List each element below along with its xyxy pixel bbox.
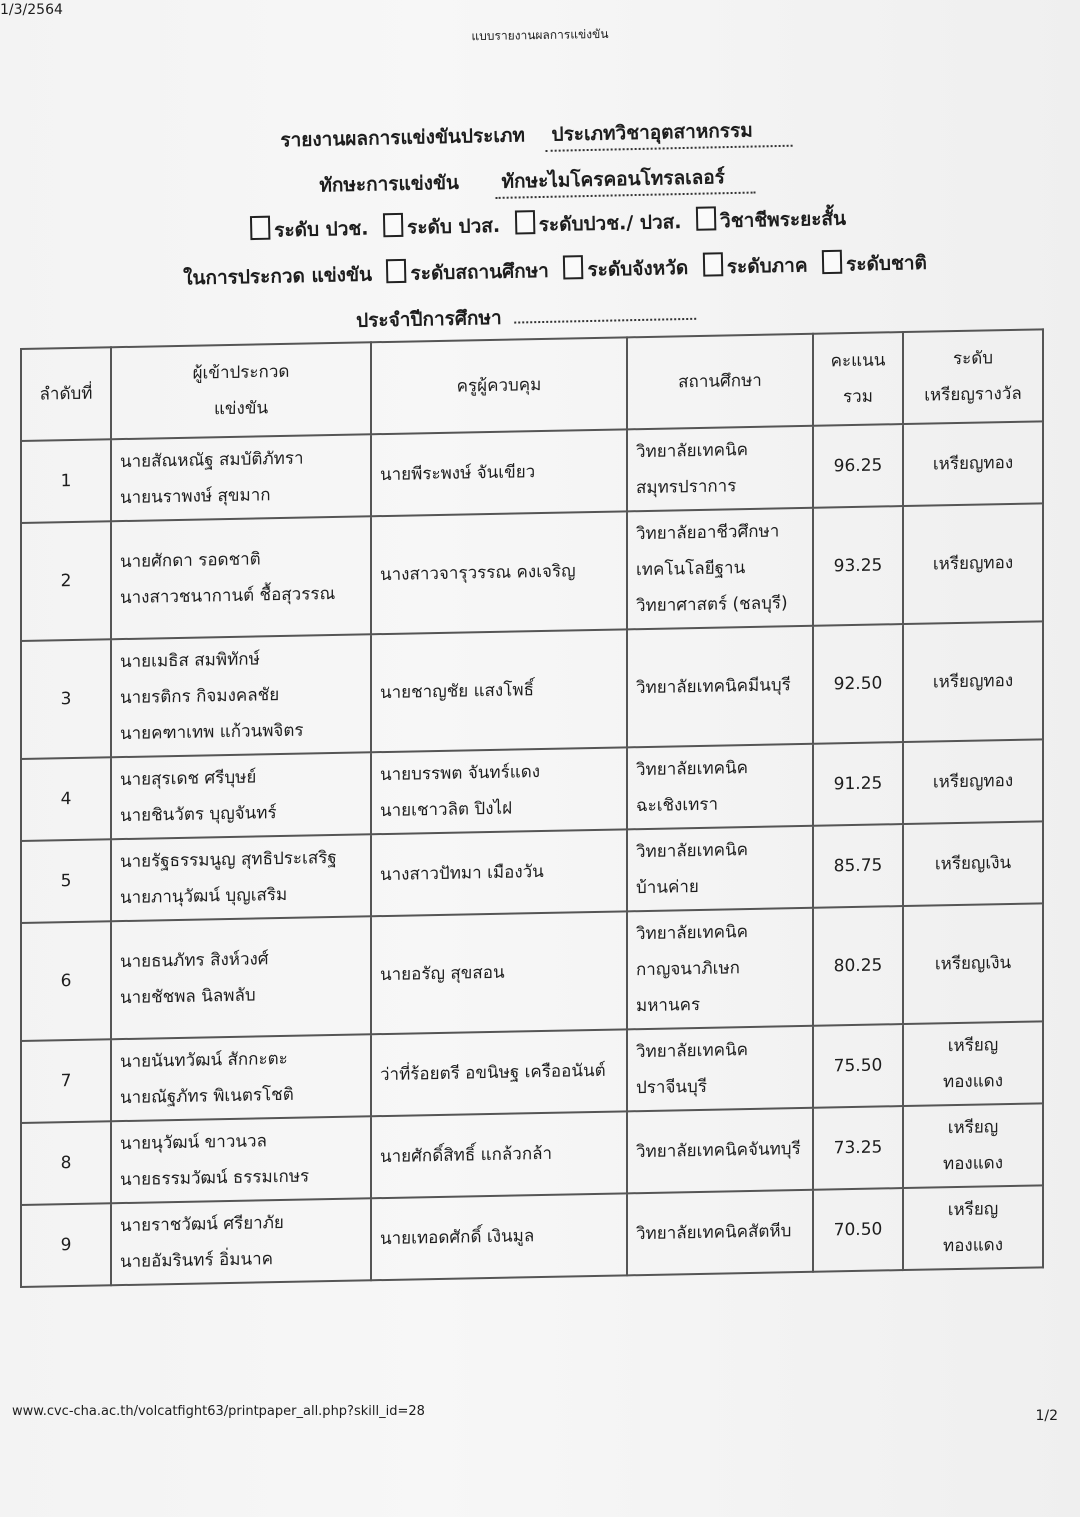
contestant-name: นายนุวัฒน์ ขาวนวล (120, 1131, 267, 1155)
row-number: 2 (21, 521, 111, 641)
row-number: 3 (21, 639, 111, 759)
score-cell: 91.25 (813, 742, 903, 826)
medal-cell (903, 503, 1043, 624)
contestant-name: นายสุรเดช ศรีบุษย์ (120, 767, 257, 791)
level-line (242, 204, 846, 247)
teacher-name: นายอรัญ สุขสอน (380, 962, 505, 986)
footer-url: www.cvc-cha.ac.th/volcatfight63/printpaper_all.php?skill_id=28 (12, 1404, 425, 1419)
teacher-cell (371, 511, 627, 634)
level-checkbox-4[interactable] (696, 206, 716, 230)
teacher-name: นายเชาวลิต ปิงไฝ (380, 798, 513, 822)
school-name-line: วิทยาลัยเทคนิคจันทบุรี (636, 1139, 801, 1163)
school-name-line: วิทยาลัยเทคนิคมีนบุรี (636, 675, 791, 699)
scope-checkbox-4[interactable] (822, 250, 842, 274)
year-label: ประจำปีการศึกษา (355, 306, 502, 332)
scope-line (183, 248, 927, 294)
table-row (21, 903, 1043, 1041)
school-name-line: วิทยาลัยเทคนิค (636, 840, 749, 863)
scope-checkbox-2[interactable] (563, 255, 583, 279)
scope-label-3: ระดับภาค (726, 254, 808, 279)
level-label-2: ระดับ ปวส. (406, 214, 501, 239)
contestant-name: นายรติกร กิจมงคลชัย (120, 685, 280, 709)
col-medal-line2: เหรียญรางวัล (924, 383, 1022, 406)
school-name-line: ฉะเชิงเทรา (636, 794, 719, 817)
level-label-4: วิชาชีพระยะสั้น (719, 207, 847, 233)
skill-line (319, 162, 755, 201)
contestants-cell (111, 634, 371, 757)
school-name-line: วิทยาลัยเทคนิค (636, 922, 749, 945)
contestants-cell (111, 1034, 371, 1121)
school-name-line: บ้านค่าย (636, 876, 699, 899)
school-name-line: วิทยาลัยเทคนิค (636, 758, 749, 781)
medal-line: เหรียญเงิน (934, 852, 1012, 875)
contestants-cell (111, 1116, 371, 1203)
contestant-name: นายธรรมวัฒน์ ธรรมเกษร (120, 1166, 310, 1191)
medal-line: เหรียญ (947, 1199, 999, 1221)
scope-label-1: ระดับสถานศึกษา (410, 259, 550, 285)
school-name-line: มหานคร (636, 994, 701, 1017)
row-number: 1 (21, 439, 111, 523)
contestant-name: นายนันทวัฒน์ สักกะตะ (120, 1048, 288, 1073)
school-cell (627, 626, 813, 748)
teacher-cell (371, 747, 627, 834)
teacher-name: นายศักดิ์สิทธิ์ แกล้วกล้า (380, 1143, 553, 1168)
medal-cell (903, 821, 1043, 906)
school-name-line: สมุทรปราการ (636, 476, 737, 499)
level-checkbox-2[interactable] (383, 213, 403, 237)
table-body (21, 421, 1043, 1287)
contestants-cell (111, 516, 371, 639)
contestant-name: นายศักดา รอดชาติ (120, 549, 261, 573)
score-cell: 92.50 (813, 624, 903, 744)
teacher-name: นายชาญชัย แสงโพธิ์ (380, 680, 534, 704)
teacher-cell (371, 429, 627, 516)
medal-cell (903, 739, 1043, 824)
teacher-cell (371, 911, 627, 1034)
contestant-name: นายนราพงษ์ สุขมาก (120, 485, 271, 509)
col-teacher: ครูผู้ควบคุม (371, 337, 627, 434)
level-label-3: ระดับปวช./ ปวส. (538, 211, 682, 237)
medal-cell (903, 903, 1043, 1024)
contestant-name: นายรัฐธรรมนูญ สุทธิประเสริฐ (120, 847, 337, 873)
medal-line: เหรียญทอง (932, 770, 1014, 793)
contestant-name: นายอัมรินทร์ อิ่มนาค (120, 1249, 273, 1273)
print-date: 1/3/2564 (0, 2, 63, 18)
medal-line: ทองแดง (942, 1235, 1003, 1257)
medal-cell (903, 1103, 1043, 1188)
teacher-cell (371, 1029, 627, 1116)
school-name-line: วิทยาลัยเทคนิค (636, 1040, 749, 1063)
school-name-line: กาญจนาภิเษก (636, 958, 740, 981)
contestant-name: นายคฑาเทพ แก้วนพจิตร (120, 720, 304, 745)
score-cell: 93.25 (813, 506, 903, 626)
report-type-line (280, 115, 793, 156)
score-cell: 96.25 (813, 424, 903, 508)
score-cell: 80.25 (813, 906, 903, 1026)
medal-line: ทองแดง (942, 1153, 1003, 1175)
medal-cell (903, 1185, 1043, 1270)
report-type-value: ประเภทวิชาอุตสาหกรรม (545, 119, 793, 152)
school-name-line: ปราจีนบุรี (636, 1076, 707, 1099)
scope-label-2: ระดับจังหวัด (587, 256, 689, 282)
medal-line: เหรียญทอง (932, 452, 1014, 475)
school-cell (627, 826, 813, 912)
score-cell: 75.50 (813, 1024, 903, 1108)
contestant-name: นายภานุวัฒน์ บุญเสริม (120, 884, 288, 909)
skill-label: ทักษะการแข่งขัน (319, 171, 460, 197)
col-medal (903, 329, 1043, 424)
contestant-name: นายชัชพล นิลพลับ (120, 985, 256, 1009)
school-name-line: เทคโนโลยีฐาน (636, 558, 746, 581)
teacher-cell (371, 1193, 627, 1280)
col-score (813, 332, 903, 426)
row-number: 6 (21, 921, 111, 1041)
school-cell (627, 744, 813, 830)
teacher-name: นางสาวปัทมา เมืองวัน (380, 861, 544, 886)
level-checkbox-1[interactable] (250, 216, 270, 240)
school-cell (627, 1190, 813, 1276)
contestant-name: นายเมธิส สมพิทักษ์ (120, 649, 260, 673)
results-table (20, 328, 1044, 1288)
teacher-name: นายเทอดศักดิ์ เงินมูล (380, 1226, 535, 1250)
year-field[interactable] (514, 314, 696, 324)
school-name-line: วิทยาศาสตร์ (ชลบุรี) (636, 593, 788, 617)
level-checkbox-3[interactable] (514, 210, 534, 234)
contestant-name: นางสาวชนากานต์ ชื้อสุวรรณ (120, 583, 336, 609)
col-contestants-line2: แข่งขัน (213, 398, 269, 420)
school-name-line: วิทยาลัยเทคนิคสัตหีบ (636, 1221, 792, 1245)
col-school: สถานศึกษา (627, 334, 813, 430)
medal-line: เหรียญ (947, 1117, 999, 1139)
col-score-line2: รวม (843, 386, 873, 408)
teacher-name: ว่าที่ร้อยตรี อขนิษฐ เครืออนันต์ (380, 1060, 606, 1086)
teacher-name: นางสาวจารุวรรณ คงเจริญ (380, 561, 576, 586)
score-cell: 70.50 (813, 1188, 903, 1272)
col-medal-line1: ระดับ (952, 348, 994, 370)
contestant-name: นายชินวัตร บุญจันทร์ (120, 803, 277, 827)
table-row (21, 621, 1043, 759)
skill-value: ทักษะไมโครคอนโทรลเลอร์ (495, 166, 755, 199)
scope-label-4: ระดับชาติ (845, 251, 928, 276)
year-line (356, 299, 697, 336)
col-order: ลำดับที่ (21, 347, 111, 441)
contest-label: ในการประกวด แข่งขัน (183, 263, 373, 290)
medal-cell (903, 1021, 1043, 1106)
report-type-label: รายงานผลการแข่งขันประเภท (280, 124, 526, 152)
scope-checkbox-3[interactable] (703, 252, 723, 276)
school-name-line: วิทยาลัยอาชีวศึกษา (636, 521, 780, 545)
contestant-name: นายสัณหณัฐ สมบัติภัทรา (120, 448, 304, 473)
medal-cell (903, 421, 1043, 506)
school-cell (627, 426, 813, 512)
score-cell: 85.75 (813, 824, 903, 908)
results-table-wrap (20, 328, 1042, 1288)
row-number: 8 (21, 1121, 111, 1205)
col-score-line1: คะแนน (830, 350, 886, 372)
school-cell (627, 1026, 813, 1112)
score-cell: 73.25 (813, 1106, 903, 1190)
scope-checkbox-1[interactable] (386, 259, 406, 283)
medal-line: เหรียญเงิน (934, 952, 1012, 975)
row-number: 7 (21, 1039, 111, 1123)
medal-line: ทองแดง (942, 1071, 1003, 1093)
contestant-name: นายราชวัฒน์ ศรียาภัย (120, 1212, 284, 1237)
row-number: 5 (21, 839, 111, 923)
teacher-name: นายพีระพงษ์ จันเขียว (380, 462, 536, 486)
school-cell (627, 908, 813, 1030)
teacher-name: นายบรรพต จันทร์แดง (380, 762, 541, 786)
contestants-cell (111, 834, 371, 921)
contestant-name: นายธนภัทร สิงห์วงศ์ (120, 949, 269, 973)
medal-cell (903, 621, 1043, 742)
medal-line: เหรียญทอง (932, 552, 1014, 575)
col-contestants (111, 342, 371, 439)
medal-line: เหรียญทอง (932, 670, 1014, 693)
teacher-cell (371, 1111, 627, 1198)
col-contestants-line1: ผู้เข้าประกวด (192, 361, 290, 384)
teacher-cell (371, 829, 627, 916)
report-header (0, 109, 1080, 332)
level-label-1: ระดับ ปวช. (274, 217, 369, 242)
school-cell (627, 1108, 813, 1194)
teacher-cell (371, 629, 627, 752)
contestants-cell (111, 1198, 371, 1285)
contestants-cell (111, 434, 371, 521)
school-name-line: วิทยาลัยเทคนิค (636, 440, 749, 463)
contestant-name: นายณัฐภัทร พิเนตรโชติ (120, 1084, 294, 1109)
contestants-cell (111, 752, 371, 839)
table-row (21, 503, 1043, 641)
school-cell (627, 508, 813, 630)
form-title: แบบรายงานผลการแข่งขัน (471, 26, 609, 44)
page-number: 1/2 (1035, 1408, 1058, 1424)
row-number: 9 (21, 1203, 111, 1287)
row-number: 4 (21, 757, 111, 841)
medal-line: เหรียญ (947, 1035, 999, 1057)
contestants-cell (111, 916, 371, 1039)
